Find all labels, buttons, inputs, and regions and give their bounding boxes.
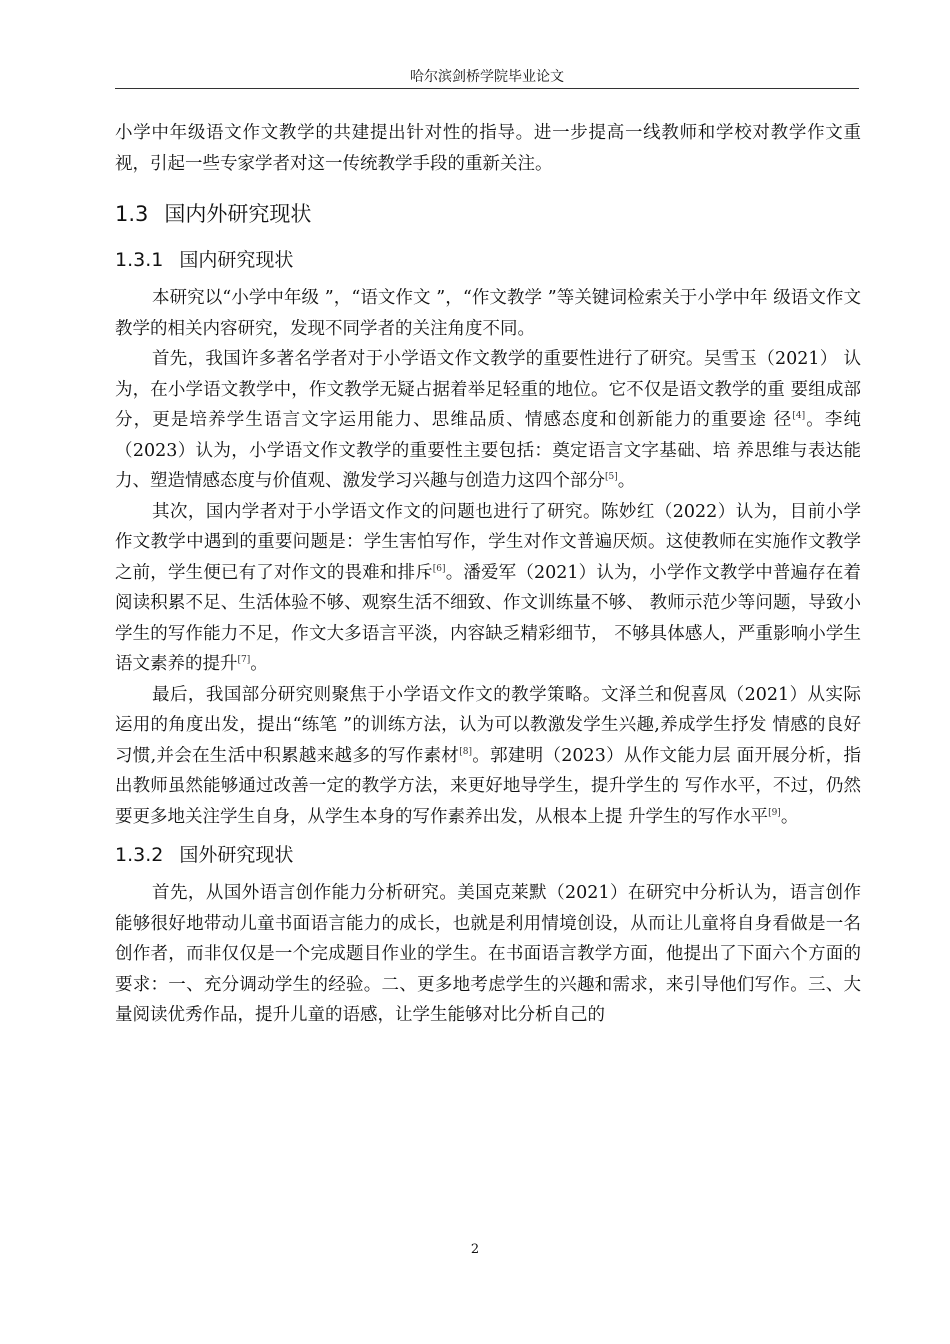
section-heading-1-3-2 (115, 838, 861, 872)
citation-ref: [6] (432, 563, 446, 574)
section-number: 1.3.1 (115, 249, 164, 271)
paragraph-text: 。李纯（2023）认为，小学语文作文教学的重要性主要包括：奠定语言文字基础、培 养思维与表达能力、塑造情感态度与价值观、激发学习兴趣与创造力这四个部分 (115, 410, 861, 491)
citation-ref: [8] (459, 746, 472, 757)
paragraph-keywords: 本研究以“小学中年级 ”，“语文作文 ”，“作文教学 ”等关键词检索关于小学中年 级语文作文教学的相关内容研究，发现不同学者的关注角度不同。 (115, 288, 861, 339)
page-number: 2 (470, 1242, 480, 1257)
section-heading-1-3-1 (115, 243, 861, 277)
section-title: 国内研究现状 (179, 249, 294, 271)
section-heading-1-3 (115, 191, 861, 237)
paragraph-text: 。郭建明（2023）从作文能力层 面开展分析，指出教师虽然能够通过改善一定的教学方法，来更好地导学生，提升学生的 写作水平，不过，仍然要更多地关注学生自身，从学生本身的写作素养出发，从根本上提 升学生的写作水平 (115, 745, 861, 827)
paragraph-foreign: 首先，从国外语言创作能力分析研究。美国克莱默（2021）在研究中分析认为，语言创作能够很好地带动儿童书面语言能力的成长，也就是利用情境创设，从而让儿童将自身看做是一名创作者，而非仅仅是一个完成题目作业的学生。在书面语言教学方面，他提出了下面六个方面的要求：一、充分调动学生的经验。二、更多地考虑学生的兴趣和需求，来引导他们写作。三、大量阅读优秀作品，提升儿童的语感，让学生能够对比分析自己的 (115, 883, 861, 1025)
paragraph-text: 其次，国内学者对于小学语文作文的问题也进行了研究。陈妙红（2022）认为，目前小学作文教学中遇到的重要问题是：学生害怕写作，学生对作文普遍厌烦。这使教师在实施作文教学之前，学生便已有了对作文的畏难和排斥 (115, 501, 861, 583)
citation-ref: [7] (237, 655, 251, 666)
citation-ref: [5] (605, 472, 618, 483)
paragraph-intro: 小学中年级语文作文教学的共建提出针对性的指导。进一步提高一线教师和学校对教学作文重视，引起一些专家学者对这一传统教学手段的重新关注。 (115, 123, 861, 174)
paragraph-strategies (115, 680, 861, 833)
citation-ref: [9] (768, 807, 781, 818)
section-title: 国内外研究现状 (164, 202, 312, 226)
paragraph-text: 。 (780, 806, 799, 827)
paragraph-text: 。 (250, 654, 268, 674)
section-number: 1.3.2 (115, 844, 164, 866)
paragraph-text: 。 (617, 471, 636, 491)
paragraph-importance (115, 344, 861, 497)
paragraph-text: 最后，我国部分研究则聚焦于小学语文作文的教学策略。文泽兰和倪喜凤（2021）从实际运用的角度出发，提出“练笔 ”的训练方法，认为可以教激发学生兴趣,养成学生抒发 情感的良好习惯,并会在生活中积累越来越多的写作素材 (115, 684, 861, 766)
section-number: 1.3 (115, 202, 149, 226)
citation-ref: [4] (792, 411, 806, 422)
body-content (115, 118, 861, 1031)
page-header: 哈尔滨剑桥学院毕业论文 (115, 66, 859, 89)
paragraph-problems (115, 497, 861, 680)
paragraph-text: 首先，我国许多著名学者对于小学语文作文教学的重要性进行了研究。吴雪玉（2021） 认为，在小学语文教学中，作文教学无疑占据着举足轻重的地位。它不仅是语文教学的重 要组成部分，更是培养学生语言文字运用能力、思维品质、情感态度和创新能力的重要途 径 (115, 349, 861, 430)
section-title: 国外研究现状 (179, 844, 294, 866)
paragraph-text: 。潘爱军（2021）认为，小学作文教学中普遍存在着阅读积累不足、生活体验不够、观察生活不细致、作文训练量不够、 教师示范少等问题，导致小学生的写作能力不足，作文大多语言平淡，内容缺乏精彩细节， 不够具体感人，严重影响小学生语文素养的提升 (115, 562, 861, 674)
